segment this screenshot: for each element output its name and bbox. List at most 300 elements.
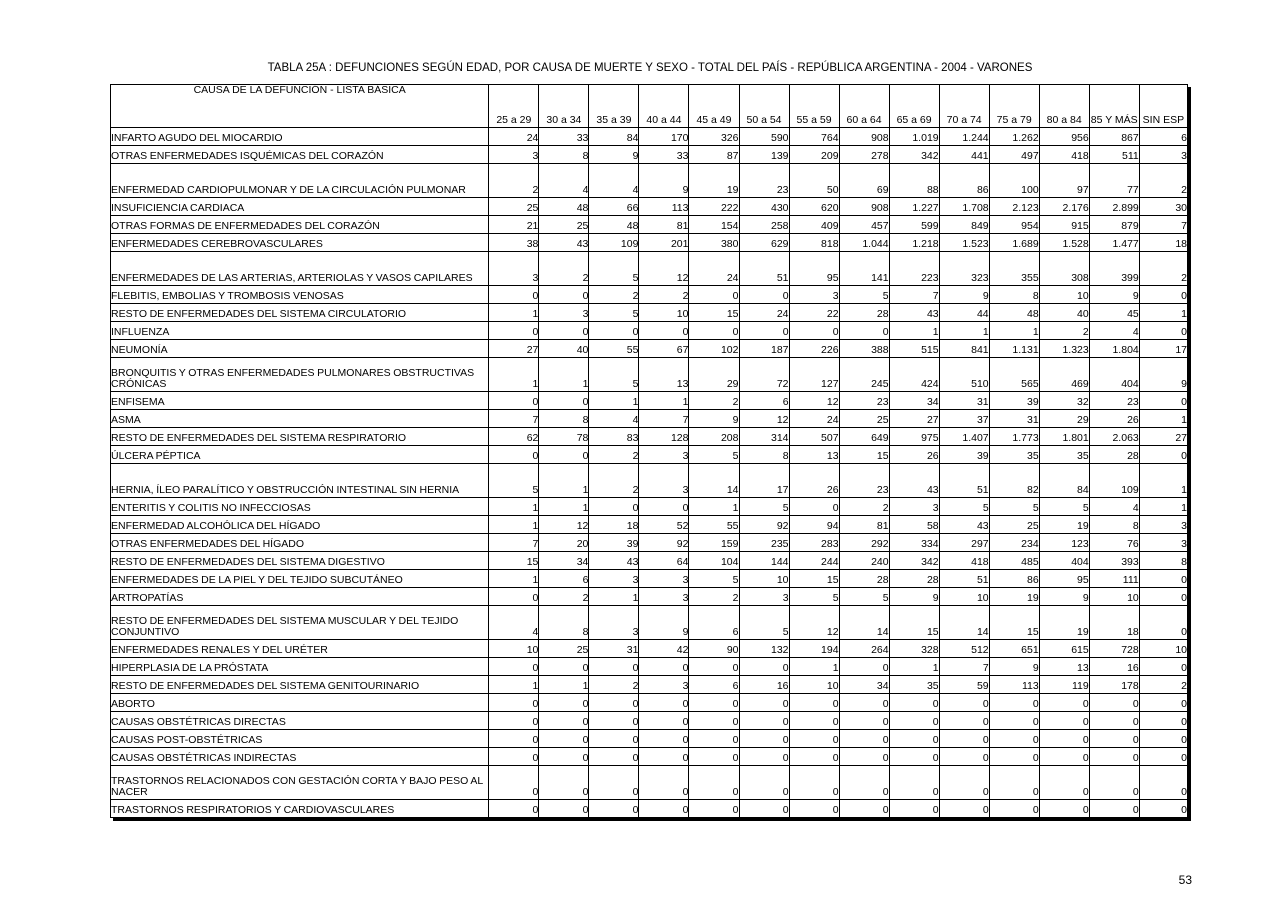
row-value: 0	[1089, 748, 1139, 766]
row-value: 0	[839, 694, 889, 712]
row-value: 10	[789, 676, 839, 694]
row-value: 13	[639, 358, 689, 392]
row-value: 23	[839, 392, 889, 410]
row-value: 0	[889, 766, 939, 800]
row-value: 0	[689, 658, 739, 676]
row-cause-label: ÚLCERA PÉPTICA	[111, 446, 489, 464]
row-cause-label: HIPERPLASIA DE LA PRÓSTATA	[111, 658, 489, 676]
row-cause-label: RESTO DE ENFERMEDADES DEL SISTEMA MUSCULAR Y DEL TEJIDO CONJUNTIVO	[111, 606, 489, 640]
row-value: 818	[789, 234, 839, 252]
row-value: 113	[639, 198, 689, 216]
row-value: 0	[1139, 588, 1187, 606]
row-value: 441	[939, 146, 989, 164]
row-value: 1.477	[1089, 234, 1139, 252]
row-value: 0	[839, 766, 889, 800]
row-value: 3	[639, 464, 689, 498]
row-value: 457	[839, 216, 889, 234]
row-value: 9	[639, 164, 689, 198]
row-value: 0	[589, 730, 639, 748]
row-value: 0	[789, 766, 839, 800]
row-value: 28	[839, 570, 889, 588]
row-value: 95	[789, 252, 839, 286]
row-value: 1	[939, 322, 989, 340]
row-value: 109	[1089, 464, 1139, 498]
row-value: 10	[1139, 640, 1187, 658]
row-value: 2	[639, 286, 689, 304]
column-header-50-54: 50 a 54	[739, 85, 789, 128]
row-value: 42	[639, 640, 689, 658]
row-value: 12	[739, 410, 789, 428]
row-value: 292	[839, 534, 889, 552]
row-value: 6	[689, 606, 739, 640]
row-value: 4	[1089, 498, 1139, 516]
row-value: 0	[939, 712, 989, 730]
row-cause-label: ASMA	[111, 410, 489, 428]
row-value: 0	[1089, 712, 1139, 730]
row-value: 0	[689, 748, 739, 766]
row-value: 64	[639, 552, 689, 570]
row-value: 25	[539, 640, 589, 658]
row-value: 5	[839, 588, 889, 606]
row-value: 55	[689, 516, 739, 534]
row-value: 0	[589, 498, 639, 516]
row-value: 1	[989, 322, 1039, 340]
table-row	[111, 498, 1188, 516]
row-value: 4	[589, 164, 639, 198]
row-value: 0	[1039, 730, 1089, 748]
row-value: 7	[489, 534, 539, 552]
table-row	[111, 358, 1188, 392]
table-row	[111, 694, 1188, 712]
row-value: 0	[539, 286, 589, 304]
row-value: 1.323	[1039, 340, 1089, 358]
row-value: 0	[639, 748, 689, 766]
row-value: 1	[489, 676, 539, 694]
row-value: 0	[739, 694, 789, 712]
row-value: 0	[1139, 286, 1187, 304]
row-value: 109	[589, 234, 639, 252]
row-value: 66	[589, 198, 639, 216]
column-header-65-69: 65 a 69	[889, 85, 939, 128]
row-value: 1	[539, 498, 589, 516]
row-value: 19	[1039, 606, 1089, 640]
row-value: 0	[689, 766, 739, 800]
row-value: 4	[489, 606, 539, 640]
row-cause-label: TRASTORNOS RELACIONADOS CON GESTACIÓN CORTA Y BAJO PESO AL NACER	[111, 766, 489, 800]
row-value: 5	[839, 286, 889, 304]
row-value: 1	[1139, 498, 1187, 516]
row-value: 849	[939, 216, 989, 234]
row-value: 6	[539, 570, 589, 588]
row-value: 1.019	[889, 128, 939, 146]
row-value: 264	[839, 640, 889, 658]
row-value: 8	[539, 410, 589, 428]
row-value: 43	[889, 464, 939, 498]
row-value: 0	[539, 392, 589, 410]
row-value: 3	[1139, 516, 1187, 534]
row-value: 1	[789, 658, 839, 676]
row-value: 94	[789, 516, 839, 534]
row-value: 13	[789, 446, 839, 464]
row-value: 51	[739, 252, 789, 286]
row-value: 342	[889, 552, 939, 570]
table-shadow-bottom	[113, 818, 1190, 821]
row-value: 19	[989, 588, 1039, 606]
row-value: 0	[989, 800, 1039, 818]
row-value: 23	[739, 164, 789, 198]
table-row	[111, 748, 1188, 766]
row-value: 12	[639, 252, 689, 286]
row-value: 380	[689, 234, 739, 252]
row-cause-label: RESTO DE ENFERMEDADES DEL SISTEMA DIGESTIVO	[111, 552, 489, 570]
row-value: 2.123	[989, 198, 1039, 216]
row-value: 728	[1089, 640, 1139, 658]
row-value: 0	[789, 748, 839, 766]
table-shadow-right	[1188, 87, 1191, 821]
row-value: 7	[1139, 216, 1187, 234]
table-row	[111, 640, 1188, 658]
row-value: 141	[839, 252, 889, 286]
row-value: 16	[739, 676, 789, 694]
page-title: TABLA 25A : DEFUNCIONES SEGÚN EDAD, POR CAUSA DE MUERTE Y SEXO - TOTAL DEL PAÍS - REPÚBLICA ARGENTINA - 2004 - VARONES	[267, 62, 1033, 74]
row-value: 100	[989, 164, 1039, 198]
row-value: 0	[839, 322, 889, 340]
row-value: 1	[689, 498, 739, 516]
row-value: 0	[489, 730, 539, 748]
row-value: 0	[739, 286, 789, 304]
row-value: 19	[1039, 516, 1089, 534]
row-value: 0	[939, 748, 989, 766]
row-value: 8	[989, 286, 1039, 304]
row-value: 48	[989, 304, 1039, 322]
row-value: 0	[589, 800, 639, 818]
row-value: 0	[589, 712, 639, 730]
row-value: 144	[739, 552, 789, 570]
row-value: 0	[889, 748, 939, 766]
row-value: 28	[889, 570, 939, 588]
row-value: 1	[1139, 410, 1187, 428]
column-header-sin-esp: SIN ESP	[1139, 85, 1187, 128]
row-value: 4	[1089, 322, 1139, 340]
row-value: 51	[939, 570, 989, 588]
row-value: 0	[1039, 712, 1089, 730]
table-row	[111, 392, 1188, 410]
row-value: 1	[889, 658, 939, 676]
row-value: 58	[889, 516, 939, 534]
row-value: 0	[1139, 766, 1187, 800]
row-value: 409	[789, 216, 839, 234]
row-value: 25	[489, 198, 539, 216]
row-value: 12	[789, 392, 839, 410]
row-value: 510	[939, 358, 989, 392]
row-value: 0	[739, 748, 789, 766]
row-value: 0	[1039, 748, 1089, 766]
row-value: 2	[589, 446, 639, 464]
row-value: 0	[1139, 606, 1187, 640]
row-value: 1	[539, 676, 589, 694]
row-cause-label: INFLUENZA	[111, 322, 489, 340]
row-value: 6	[1139, 128, 1187, 146]
row-cause-label: OTRAS ENFERMEDADES ISQUÉMICAS DEL CORAZÓN	[111, 146, 489, 164]
row-value: 12	[789, 606, 839, 640]
row-value: 0	[1139, 392, 1187, 410]
row-value: 515	[889, 340, 939, 358]
row-value: 0	[639, 658, 689, 676]
row-value: 31	[939, 392, 989, 410]
row-cause-label: RESTO DE ENFERMEDADES DEL SISTEMA GENITOURINARIO	[111, 676, 489, 694]
table-row	[111, 712, 1188, 730]
row-value: 3	[1139, 146, 1187, 164]
row-value: 0	[789, 730, 839, 748]
row-value: 0	[939, 730, 989, 748]
row-value: 76	[1089, 534, 1139, 552]
row-value: 1	[1139, 464, 1187, 498]
row-value: 314	[739, 428, 789, 446]
row-cause-label: NEUMONÍA	[111, 340, 489, 358]
row-value: 32	[1039, 392, 1089, 410]
row-value: 10	[939, 588, 989, 606]
row-value: 27	[1139, 428, 1187, 446]
row-value: 418	[1039, 146, 1089, 164]
row-value: 0	[939, 694, 989, 712]
row-value: 5	[589, 358, 639, 392]
column-header-25-29: 25 a 29	[489, 85, 539, 128]
table-row	[111, 340, 1188, 358]
row-value: 43	[939, 516, 989, 534]
row-value: 28	[839, 304, 889, 322]
row-value: 0	[989, 694, 1039, 712]
row-value: 24	[489, 128, 539, 146]
column-header-45-49: 45 a 49	[689, 85, 739, 128]
row-value: 879	[1089, 216, 1139, 234]
row-value: 17	[739, 464, 789, 498]
row-value: 34	[889, 392, 939, 410]
row-value: 0	[689, 694, 739, 712]
row-value: 244	[789, 552, 839, 570]
row-value: 139	[739, 146, 789, 164]
row-value: 0	[789, 694, 839, 712]
row-value: 9	[939, 286, 989, 304]
row-cause-label: ENFERMEDADES CEREBROVASCULARES	[111, 234, 489, 252]
row-value: 14	[939, 606, 989, 640]
row-value: 9	[689, 410, 739, 428]
row-value: 31	[989, 410, 1039, 428]
row-value: 5	[589, 304, 639, 322]
row-value: 43	[539, 234, 589, 252]
row-value: 393	[1089, 552, 1139, 570]
row-value: 31	[589, 640, 639, 658]
row-value: 0	[689, 800, 739, 818]
row-value: 0	[1089, 730, 1139, 748]
row-value: 0	[489, 322, 539, 340]
row-value: 0	[1139, 730, 1187, 748]
row-value: 1	[489, 304, 539, 322]
row-value: 0	[989, 730, 1039, 748]
column-header-55-59: 55 a 59	[789, 85, 839, 128]
row-value: 35	[989, 446, 1039, 464]
row-value: 0	[539, 322, 589, 340]
table-row	[111, 766, 1188, 800]
row-value: 0	[539, 658, 589, 676]
row-value: 404	[1039, 552, 1089, 570]
row-value: 7	[639, 410, 689, 428]
row-value: 19	[689, 164, 739, 198]
row-value: 1	[589, 392, 639, 410]
row-value: 123	[1039, 534, 1089, 552]
row-value: 15	[689, 304, 739, 322]
row-value: 0	[639, 694, 689, 712]
row-value: 82	[989, 464, 1039, 498]
table-row	[111, 676, 1188, 694]
row-value: 92	[639, 534, 689, 552]
row-value: 45	[1089, 304, 1139, 322]
row-value: 1.804	[1089, 340, 1139, 358]
row-value: 0	[889, 694, 939, 712]
row-value: 1.227	[889, 198, 939, 216]
row-value: 0	[489, 712, 539, 730]
row-value: 3	[889, 498, 939, 516]
row-value: 283	[789, 534, 839, 552]
row-cause-label: ENFISEMA	[111, 392, 489, 410]
row-value: 1	[489, 516, 539, 534]
row-value: 0	[589, 694, 639, 712]
row-value: 0	[489, 658, 539, 676]
row-cause-label: OTRAS FORMAS DE ENFERMEDADES DEL CORAZÓN	[111, 216, 489, 234]
row-value: 5	[589, 252, 639, 286]
row-cause-label: RESTO DE ENFERMEDADES DEL SISTEMA RESPIRATORIO	[111, 428, 489, 446]
row-value: 208	[689, 428, 739, 446]
row-value: 0	[689, 730, 739, 748]
row-value: 27	[489, 340, 539, 358]
row-value: 95	[1039, 570, 1089, 588]
row-cause-label: ARTROPATÍAS	[111, 588, 489, 606]
row-value: 1.708	[939, 198, 989, 216]
row-cause-label: OTRAS ENFERMEDADES DEL HÍGADO	[111, 534, 489, 552]
row-value: 5	[689, 570, 739, 588]
row-value: 84	[589, 128, 639, 146]
row-value: 97	[1039, 164, 1089, 198]
row-value: 12	[539, 516, 589, 534]
row-value: 26	[889, 446, 939, 464]
row-value: 0	[739, 730, 789, 748]
row-value: 0	[739, 766, 789, 800]
row-value: 954	[989, 216, 1039, 234]
row-value: 39	[589, 534, 639, 552]
table-row	[111, 552, 1188, 570]
row-value: 867	[1089, 128, 1139, 146]
row-cause-label: INSUFICIENCIA CARDIACA	[111, 198, 489, 216]
deaths-by-age-table-wrapper	[110, 84, 1190, 818]
row-value: 59	[939, 676, 989, 694]
row-value: 0	[489, 446, 539, 464]
row-value: 14	[689, 464, 739, 498]
row-value: 69	[839, 164, 889, 198]
column-header-80-84: 80 a 84	[1039, 85, 1089, 128]
row-value: 170	[639, 128, 689, 146]
row-value: 3	[589, 606, 639, 640]
row-value: 27	[889, 410, 939, 428]
row-value: 0	[1039, 694, 1089, 712]
row-value: 10	[639, 304, 689, 322]
row-value: 86	[989, 570, 1039, 588]
row-value: 9	[589, 146, 639, 164]
row-value: 3	[639, 676, 689, 694]
row-value: 2	[589, 464, 639, 498]
row-value: 30	[1139, 198, 1187, 216]
row-value: 0	[789, 498, 839, 516]
row-value: 0	[589, 658, 639, 676]
row-value: 223	[889, 252, 939, 286]
row-value: 512	[939, 640, 989, 658]
row-value: 127	[789, 358, 839, 392]
row-value: 0	[1139, 446, 1187, 464]
row-value: 44	[939, 304, 989, 322]
row-value: 23	[839, 464, 889, 498]
row-value: 25	[539, 216, 589, 234]
row-value: 1.523	[939, 234, 989, 252]
row-value: 159	[689, 534, 739, 552]
row-value: 9	[1039, 588, 1089, 606]
row-value: 21	[489, 216, 539, 234]
table-row	[111, 588, 1188, 606]
row-value: 38	[489, 234, 539, 252]
row-value: 3	[639, 570, 689, 588]
table-row	[111, 730, 1188, 748]
row-value: 23	[1089, 392, 1139, 410]
row-value: 7	[939, 658, 989, 676]
table-row	[111, 128, 1188, 146]
row-value: 15	[989, 606, 1039, 640]
row-value: 565	[989, 358, 1039, 392]
row-value: 764	[789, 128, 839, 146]
row-value: 2	[1139, 676, 1187, 694]
table-row	[111, 606, 1188, 640]
row-value: 0	[489, 800, 539, 818]
row-value: 0	[889, 712, 939, 730]
row-value: 0	[739, 712, 789, 730]
row-cause-label: ENFERMEDAD CARDIOPULMONAR Y DE LA CIRCULACIÓN PULMONAR	[111, 164, 489, 198]
row-value: 25	[989, 516, 1039, 534]
row-value: 1	[489, 570, 539, 588]
row-value: 908	[839, 198, 889, 216]
row-value: 841	[939, 340, 989, 358]
row-value: 4	[539, 164, 589, 198]
row-value: 0	[789, 712, 839, 730]
page-number: 53	[1178, 873, 1192, 887]
row-value: 1.262	[989, 128, 1039, 146]
row-cause-label: RESTO DE ENFERMEDADES DEL SISTEMA CIRCULATORIO	[111, 304, 489, 322]
row-value: 0	[889, 800, 939, 818]
row-value: 5	[739, 606, 789, 640]
row-value: 649	[839, 428, 889, 446]
row-value: 40	[1039, 304, 1089, 322]
row-value: 15	[489, 552, 539, 570]
row-value: 0	[539, 712, 589, 730]
row-value: 14	[839, 606, 889, 640]
row-value: 2	[539, 252, 589, 286]
row-value: 0	[839, 748, 889, 766]
row-value: 0	[1089, 766, 1139, 800]
column-header-75-79: 75 a 79	[989, 85, 1039, 128]
row-value: 2	[689, 588, 739, 606]
table-body	[111, 128, 1188, 818]
row-value: 50	[789, 164, 839, 198]
row-value: 0	[839, 800, 889, 818]
row-value: 497	[989, 146, 1039, 164]
row-value: 334	[889, 534, 939, 552]
row-value: 1	[589, 588, 639, 606]
row-value: 0	[1139, 800, 1187, 818]
